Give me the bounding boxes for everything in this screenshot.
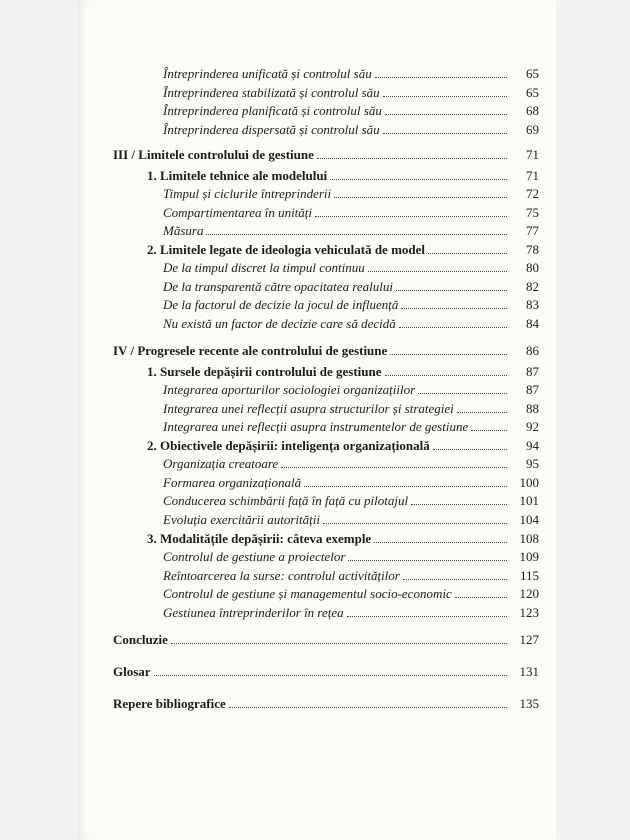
dot-leader: [323, 523, 507, 524]
toc-entry-page-number: 80: [526, 260, 539, 275]
toc-entry: [163, 258, 539, 276]
toc-entry-page-number: 87: [526, 364, 539, 379]
toc-entry-page-number: 127: [519, 632, 539, 647]
dot-leader: [403, 579, 507, 580]
toc-entry-page-number: 131: [519, 664, 539, 679]
toc-entry: [163, 83, 539, 101]
toc-entry: [113, 341, 539, 359]
toc-entry: [163, 380, 539, 398]
dot-leader: [368, 271, 507, 272]
dot-leader: [206, 234, 507, 235]
toc-entry: [163, 566, 539, 584]
dot-leader: [396, 290, 507, 291]
toc-entry: [147, 166, 539, 184]
toc-entry-page-number: 94: [526, 438, 539, 453]
dot-leader: [374, 542, 507, 543]
toc-entry-title: Nu există un factor de decizie care să decidă: [163, 316, 396, 331]
toc-entry: [147, 240, 539, 258]
toc-entry: [163, 603, 539, 621]
toc-entry-page-number: 71: [526, 147, 539, 162]
dot-leader: [418, 393, 507, 394]
toc-entry-page-number: 104: [519, 512, 539, 527]
toc-entry: [163, 547, 539, 565]
toc-entry: [147, 436, 539, 454]
dot-leader: [428, 253, 507, 254]
dot-leader: [347, 616, 507, 617]
dot-leader: [385, 114, 507, 115]
toc-entry-page-number: 115: [519, 568, 539, 583]
toc-entry-title: De la timpul discret la timpul continuu: [163, 260, 365, 275]
toc-entry-page-number: 92: [526, 419, 539, 434]
toc-entry: [163, 491, 539, 509]
toc-entry: [147, 362, 539, 380]
toc-entry: [113, 630, 539, 648]
toc-entry-title: Integrarea aporturilor sociologiei organizațiilor: [163, 382, 416, 397]
toc-entry: [163, 454, 539, 472]
toc-entry-page-number: 83: [526, 297, 539, 312]
toc-entry-title: Reîntoarcerea la surse: controlul activităților: [163, 568, 400, 583]
dot-leader: [304, 486, 507, 487]
toc-entry-title: Măsura: [163, 223, 204, 238]
toc-entry-page-number: 65: [526, 66, 539, 81]
dot-leader: [399, 327, 507, 328]
toc-entry-title: Organizația creatoare: [163, 456, 279, 471]
toc-entry: [163, 203, 539, 221]
toc-entry: [163, 64, 539, 82]
toc-entry: [163, 277, 539, 295]
toc-entry: [163, 314, 539, 332]
toc-entry-title: Controlul de gestiune și managementul socio-economic: [163, 586, 452, 601]
toc-entry-page-number: 108: [519, 531, 539, 546]
toc-entry-page-number: 72: [526, 186, 539, 201]
toc-entry-title: 1. Limitele tehnice ale modelului: [147, 168, 328, 183]
dot-leader: [317, 158, 507, 159]
toc-entry: [113, 662, 539, 680]
toc-entry-title: Întreprinderea planificată și controlul său: [163, 103, 382, 118]
dot-leader: [334, 197, 507, 198]
toc-entry: [163, 221, 539, 239]
dot-leader: [471, 430, 507, 431]
toc-entry-title: Formarea organizațională: [163, 475, 302, 490]
toc-entry-title: Concluzie: [113, 632, 168, 647]
dot-leader: [330, 179, 507, 180]
toc-entry: [163, 184, 539, 202]
toc-entry-title: 2. Obiectivele depășirii: inteligența organizațională: [147, 438, 430, 453]
dot-leader: [315, 216, 507, 217]
toc-entry: [113, 145, 539, 163]
toc-entry-title: Întreprinderea stabilizată și controlul său: [163, 85, 380, 100]
toc-entry: [113, 694, 539, 712]
toc-entry-page-number: 120: [519, 586, 539, 601]
toc-entry-title: 2. Limitele legate de ideologia vehiculată de model: [147, 242, 426, 257]
dot-leader: [457, 412, 507, 413]
toc-entry: [147, 529, 539, 547]
toc-entry-page-number: 68: [526, 103, 539, 118]
toc-entry-title: 3. Modalitățile depășirii: câteva exemple: [147, 531, 372, 546]
toc-entry-title: Repere bibliografice: [113, 696, 226, 711]
dot-leader: [455, 597, 507, 598]
toc-entry: [163, 473, 539, 491]
toc-entry: [163, 120, 539, 138]
dot-leader: [433, 449, 507, 450]
toc-entry-page-number: 84: [526, 316, 539, 331]
toc-entry-title: Timpul și ciclurile întreprinderii: [163, 186, 332, 201]
dot-leader: [401, 308, 507, 309]
toc-entry-page-number: 69: [526, 122, 539, 137]
dot-leader: [383, 133, 507, 134]
dot-leader: [385, 375, 508, 376]
toc-entry-page-number: 123: [519, 605, 539, 620]
toc-entry: [163, 510, 539, 528]
toc-entry: [163, 399, 539, 417]
toc-entry-page-number: 86: [526, 343, 539, 358]
toc-entry-title: Glosar: [113, 664, 151, 679]
toc-entry-title: Controlul de gestiune a proiectelor: [163, 549, 346, 564]
toc-entry: [163, 101, 539, 119]
toc-entry-title: Integrarea unei reflecții asupra structurilor și strategiei: [163, 401, 454, 416]
dot-leader: [281, 467, 507, 468]
toc-entry-title: Conducerea schimbării față în față cu pilotajul: [163, 493, 409, 508]
toc-entry-page-number: 87: [526, 382, 539, 397]
toc-entry: [163, 295, 539, 313]
toc-entry-page-number: 109: [519, 549, 539, 564]
toc-entry: [163, 417, 539, 435]
dot-leader: [171, 643, 507, 644]
toc-entry-title: De la transparentă către opacitatea realului: [163, 279, 393, 294]
toc-entry: [163, 584, 539, 602]
toc-entry-title: Evoluția exercitării autorității: [163, 512, 320, 527]
toc-entry-title: De la factorul de decizie la jocul de influență: [163, 297, 399, 312]
dot-leader: [375, 77, 507, 78]
toc-entry-title: Întreprinderea dispersată și controlul său: [163, 122, 380, 137]
toc-entry-title: Integrarea unei reflecții asupra instrumentelor de gestiune: [163, 419, 469, 434]
toc-entry-page-number: 100: [519, 475, 539, 490]
toc-entry-page-number: 71: [526, 168, 539, 183]
toc-entry-page-number: 78: [526, 242, 539, 257]
dot-leader: [229, 707, 507, 708]
toc-entry-page-number: 65: [526, 85, 539, 100]
toc-entry-title: Întreprinderea unificată și controlul său: [163, 66, 372, 81]
dot-leader: [383, 96, 507, 97]
dot-leader: [154, 675, 507, 676]
toc-entry-page-number: 88: [526, 401, 539, 416]
toc-entry-page-number: 101: [519, 493, 539, 508]
dot-leader: [390, 354, 507, 355]
toc-entry-title: Gestiunea întreprinderilor în rețea: [163, 605, 344, 620]
toc-entry-title: 1. Sursele depășirii controlului de gestiune: [147, 364, 382, 379]
toc-entry-page-number: 95: [526, 456, 539, 471]
toc-entry-title: Compartimentarea în unități: [163, 205, 313, 220]
dot-leader: [411, 504, 507, 505]
toc-entry-page-number: 135: [519, 696, 539, 711]
toc-entry-page-number: 75: [526, 205, 539, 220]
dot-leader: [348, 560, 507, 561]
toc-entry-page-number: 82: [526, 279, 539, 294]
toc-entry-title: IV / Progresele recente ale controlului de gestiune: [113, 343, 388, 358]
toc-entry-title: III / Limitele controlului de gestiune: [113, 147, 314, 162]
toc-entry-page-number: 77: [526, 223, 539, 238]
